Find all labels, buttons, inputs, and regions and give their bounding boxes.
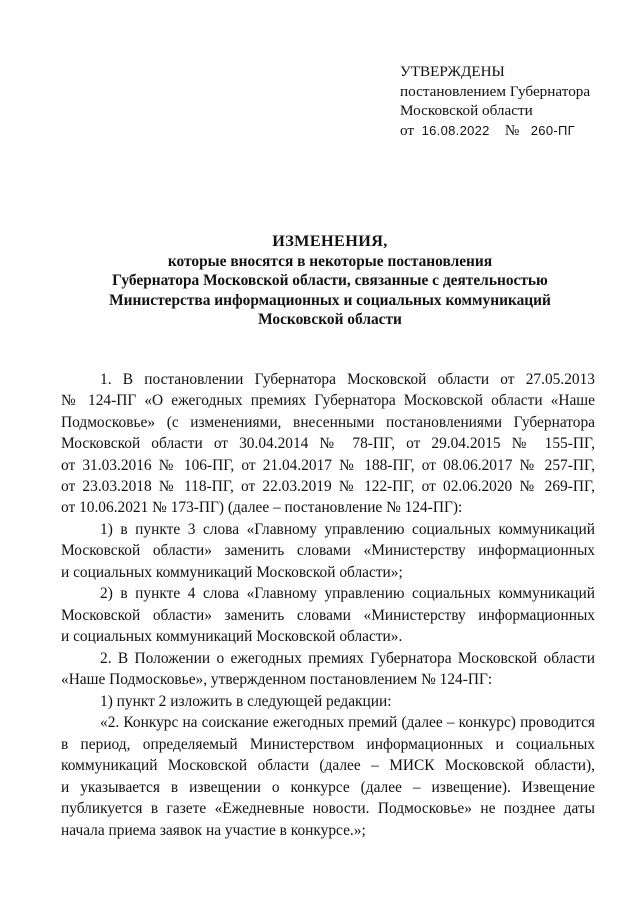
body-line: 1) пункт 2 изложить в следующей редакции: [100, 693, 392, 710]
body-line: от 10.06.2021 № 173-ПГ) (далее – постановление № 124-ПГ): [61, 499, 463, 516]
body-line: 1) в пункте 3 слова «Главному управлению социальных коммуникаций [100, 521, 595, 538]
body-line: и социальных коммуникаций Московской области». [61, 628, 403, 645]
title-sub-2: Губернатора Московской области, связанные с деятельностью [112, 272, 548, 289]
title-main: ИЗМЕНЕНИЯ, [272, 232, 388, 250]
body-line: и социальных коммуникаций Московской области»; [61, 564, 403, 581]
body-line: начала приема заявок на участие в конкурсе.»; [61, 822, 366, 839]
body-line: публикуется в газете «Ежедневные новости. Подмосковье» не позднее даты [61, 800, 595, 817]
title-sub-3: Министерства информационных и социальных коммуникаций [109, 291, 551, 309]
body-line: Московской области» заменить словами «Министерству информационных [61, 607, 595, 624]
title-sub-4: Московской области [258, 311, 402, 328]
approval-heading: УТВЕРЖДЕНЫ [400, 63, 505, 80]
body-line: № 124-ПГ «О ежегодных премиях Губернатора Московской области «Наше [61, 392, 595, 409]
body-line: 2) в пункте 4 слова «Главному управлению социальных коммуникаций [100, 585, 595, 602]
body-line: Московской области» заменить словами «Министерству информационных [61, 542, 595, 559]
approval-line-2: Московской области [400, 102, 533, 119]
body-line: Московской области от 30.04.2014 № 78-ПГ, от 29.04.2015 № 155-ПГ, [61, 435, 595, 452]
approval-number-sign: № [504, 121, 520, 139]
body-line: от 23.03.2018 № 118-ПГ, от 22.03.2019 № 122-ПГ, от 02.06.2020 № 269-ПГ, [61, 478, 595, 495]
approval-number: 260-ПГ [530, 122, 575, 138]
approval-block [400, 62, 590, 140]
document-title [40, 232, 620, 330]
body-line: коммуникаций Московской области (далее – МИСК Московской области), [61, 757, 595, 774]
body-line: в период, определяемый Министерством информационных и социальных [61, 736, 595, 753]
title-sub-1: которые вносятся в некоторые постановления [167, 252, 493, 270]
body-line: 1. В постановлении Губернатора Московской области от 27.05.2013 [100, 371, 595, 388]
body-line: 2. В Положении о ежегодных премиях Губернатора Московской области [100, 650, 595, 667]
body-line: «2. Конкурс на соискание ежегодных премий (далее – конкурс) проводится [100, 714, 595, 731]
approval-from: от [400, 121, 415, 139]
approval-date-line [400, 121, 590, 141]
approval-date: 16.08.2022 [421, 122, 490, 138]
body-line: «Наше Подмосковье», утвержденном постановлением № 124-ПГ: [61, 671, 493, 688]
body-line: Подмосковье» (с изменениями, внесенными постановлениями Губернатора [61, 414, 595, 431]
body-line: от 31.03.2016 № 106-ПГ, от 21.04.2017 № 188-ПГ, от 08.06.2017 № 257-ПГ, [61, 457, 595, 474]
approval-line-1: постановлением Губернатора [400, 82, 591, 100]
body-line: и указывается в извещении о конкурсе (далее – извещение). Извещение [61, 779, 595, 796]
